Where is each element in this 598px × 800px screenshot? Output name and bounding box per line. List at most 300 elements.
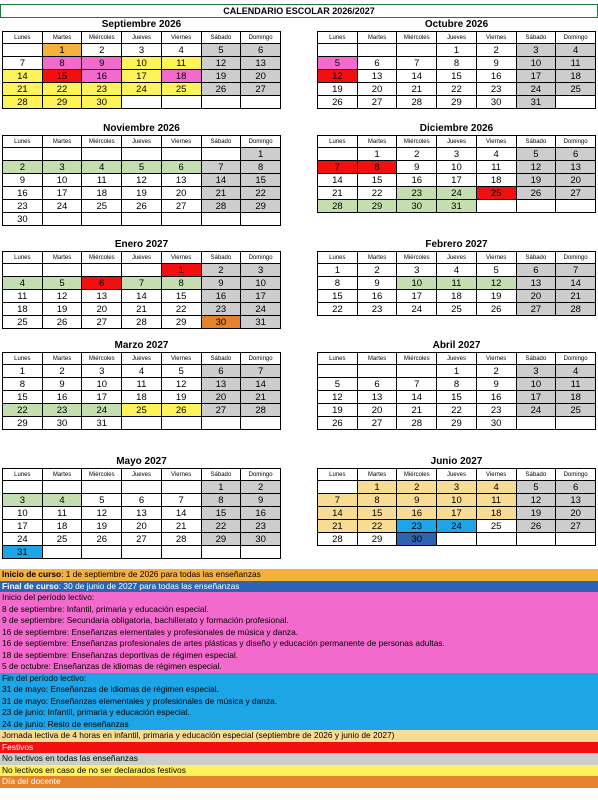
- day-cell: 14: [318, 174, 358, 187]
- week-row: [3, 365, 281, 378]
- day-cell: 9: [357, 277, 397, 290]
- weekday-header: Viernes: [476, 32, 516, 44]
- legend-row: [0, 684, 598, 696]
- day-cell: 17: [82, 391, 122, 404]
- legend-text: No lectivos en caso de no ser declarados festivos: [2, 764, 186, 775]
- day-cell: 19: [476, 290, 516, 303]
- empty-day-cell: [122, 148, 162, 161]
- day-cell: 16: [241, 507, 281, 520]
- day-cell: 14: [318, 507, 358, 520]
- day-cell: 10: [82, 378, 122, 391]
- day-cell: 13: [122, 507, 162, 520]
- day-cell: 27: [241, 83, 281, 96]
- weekday-header: Lunes: [318, 469, 358, 481]
- day-cell: 10: [241, 277, 281, 290]
- day-cell: 29: [201, 533, 241, 546]
- empty-day-cell: [201, 546, 241, 559]
- weekday-header: Viernes: [161, 469, 201, 481]
- day-cell: 18: [556, 70, 596, 83]
- day-cell: 28: [161, 533, 201, 546]
- day-cell: 8: [241, 161, 281, 174]
- day-cell: 10: [122, 57, 162, 70]
- day-cell: 25: [437, 303, 477, 316]
- day-cell: 18: [437, 290, 477, 303]
- empty-day-cell: [122, 264, 162, 277]
- day-cell: 1: [161, 264, 201, 277]
- day-cell: 26: [318, 96, 358, 109]
- empty-day-cell: [516, 200, 556, 213]
- empty-day-cell: [82, 148, 122, 161]
- day-cell: 1: [357, 481, 397, 494]
- day-cell: 23: [397, 520, 437, 533]
- weekday-header: Sábado: [516, 469, 556, 481]
- day-cell: 31: [516, 96, 556, 109]
- day-cell: 1: [437, 365, 477, 378]
- weekday-header: Viernes: [476, 353, 516, 365]
- day-cell: 15: [161, 290, 201, 303]
- day-cell: 28: [397, 96, 437, 109]
- month-name: Noviembre 2026: [103, 123, 180, 134]
- day-cell: 9: [476, 378, 516, 391]
- day-cell: 21: [318, 520, 358, 533]
- weekday-header: Domingo: [556, 32, 596, 44]
- week-row: [3, 264, 281, 277]
- week-row: [318, 303, 596, 316]
- day-cell: 6: [516, 264, 556, 277]
- weekday-header: Jueves: [122, 469, 162, 481]
- empty-day-cell: [241, 546, 281, 559]
- legend-row: [0, 581, 598, 593]
- weekday-header: Martes: [357, 136, 397, 148]
- day-cell: 4: [161, 44, 201, 57]
- day-cell: 14: [241, 378, 281, 391]
- legend-row: [0, 707, 598, 719]
- day-cell: 6: [82, 277, 122, 290]
- weekday-header: Martes: [42, 136, 82, 148]
- day-cell: 22: [357, 520, 397, 533]
- week-row: [3, 290, 281, 303]
- day-cell: 10: [437, 494, 477, 507]
- day-cell: 29: [161, 316, 201, 329]
- weekday-header: Martes: [42, 469, 82, 481]
- day-cell: 28: [556, 303, 596, 316]
- day-cell: 7: [3, 57, 43, 70]
- day-cell: 5: [82, 494, 122, 507]
- day-cell: 4: [42, 494, 82, 507]
- day-cell: 15: [42, 70, 82, 83]
- empty-day-cell: [42, 481, 82, 494]
- day-cell: 25: [556, 404, 596, 417]
- week-row: [3, 481, 281, 494]
- empty-day-cell: [201, 96, 241, 109]
- day-cell: 30: [476, 417, 516, 430]
- weekday-header-row: [3, 353, 281, 365]
- weekday-header: Jueves: [122, 136, 162, 148]
- day-cell: 3: [122, 44, 162, 57]
- empty-day-cell: [201, 417, 241, 430]
- weekday-header: Viernes: [476, 252, 516, 264]
- day-cell: 19: [42, 303, 82, 316]
- weekday-header: Domingo: [556, 252, 596, 264]
- day-cell: 8: [437, 378, 477, 391]
- week-row: [3, 303, 281, 316]
- day-cell: 19: [122, 187, 162, 200]
- empty-day-cell: [476, 533, 516, 546]
- day-cell: 22: [437, 404, 477, 417]
- weekday-header: Martes: [42, 252, 82, 264]
- legend-text: 5 de octubre: Enseñanzas de idiomas de régimen especial.: [2, 661, 222, 671]
- month-grid: [2, 468, 281, 559]
- day-cell: 20: [241, 70, 281, 83]
- legend-text: 9 de septiembre: Secundaria obligatoria, bachillerato y formación profesional.: [2, 615, 289, 625]
- legend-text: 16 de septiembre: Enseñanzas profesionales de artes plásticas y diseño y educación permanente de personas adultas.: [2, 638, 445, 648]
- weekday-header: Viernes: [161, 32, 201, 44]
- weekday-header: Lunes: [318, 353, 358, 365]
- weekday-header: Lunes: [318, 32, 358, 44]
- day-cell: 21: [397, 83, 437, 96]
- empty-day-cell: [516, 417, 556, 430]
- day-cell: 2: [476, 365, 516, 378]
- day-cell: 11: [476, 161, 516, 174]
- month-grid: [2, 251, 281, 329]
- weekday-header-row: [3, 252, 281, 264]
- weekday-header: Miércoles: [82, 136, 122, 148]
- day-cell: 6: [201, 365, 241, 378]
- week-row: [318, 391, 596, 404]
- day-cell: 15: [241, 174, 281, 187]
- day-cell: 31: [82, 417, 122, 430]
- day-cell: 7: [122, 277, 162, 290]
- day-cell: 8: [357, 161, 397, 174]
- day-cell: 29: [437, 417, 477, 430]
- day-cell: 17: [437, 174, 477, 187]
- day-cell: 2: [241, 481, 281, 494]
- day-cell: 23: [397, 187, 437, 200]
- weekday-header: Lunes: [3, 136, 43, 148]
- day-cell: 10: [437, 161, 477, 174]
- weekday-header: Sábado: [516, 353, 556, 365]
- weekday-header: Jueves: [437, 32, 477, 44]
- week-row: [3, 44, 281, 57]
- weekday-header: Martes: [357, 32, 397, 44]
- day-cell: 22: [161, 303, 201, 316]
- day-cell: 15: [3, 391, 43, 404]
- day-cell: 6: [161, 161, 201, 174]
- weekday-header: Lunes: [318, 136, 358, 148]
- empty-day-cell: [42, 213, 82, 226]
- week-row: [318, 187, 596, 200]
- legend-text: 8 de septiembre: Infantil, primaria y educación especial.: [2, 603, 209, 614]
- day-cell: 11: [82, 174, 122, 187]
- legend-row: [0, 627, 598, 639]
- empty-day-cell: [82, 213, 122, 226]
- day-cell: 2: [82, 44, 122, 57]
- day-cell: 9: [241, 494, 281, 507]
- day-cell: 20: [161, 187, 201, 200]
- day-cell: 28: [397, 417, 437, 430]
- month-name: Mayo 2027: [116, 456, 167, 467]
- empty-day-cell: [318, 148, 358, 161]
- day-cell: 23: [241, 520, 281, 533]
- weekday-header: Domingo: [556, 469, 596, 481]
- day-cell: 11: [161, 57, 201, 70]
- day-cell: 9: [201, 277, 241, 290]
- day-cell: 23: [3, 200, 43, 213]
- week-row: [3, 378, 281, 391]
- day-cell: 27: [357, 96, 397, 109]
- day-cell: 8: [3, 378, 43, 391]
- day-cell: 7: [318, 494, 358, 507]
- day-cell: 25: [161, 83, 201, 96]
- day-cell: 30: [476, 96, 516, 109]
- week-row: [3, 161, 281, 174]
- empty-day-cell: [516, 533, 556, 546]
- month-calendar-november: [2, 122, 281, 226]
- day-cell: 18: [42, 520, 82, 533]
- day-cell: 16: [357, 290, 397, 303]
- weekday-header: Jueves: [122, 252, 162, 264]
- weekday-header: Sábado: [201, 252, 241, 264]
- day-cell: 20: [122, 520, 162, 533]
- day-cell: 26: [42, 316, 82, 329]
- day-cell: 31: [437, 200, 477, 213]
- day-cell: 5: [161, 365, 201, 378]
- empty-day-cell: [318, 44, 358, 57]
- week-row: [3, 533, 281, 546]
- month-name: Diciembre 2026: [419, 123, 494, 134]
- legend-row: [0, 615, 598, 627]
- day-cell: 9: [3, 174, 43, 187]
- day-cell: 3: [516, 44, 556, 57]
- day-cell: 23: [476, 404, 516, 417]
- weekday-header: Martes: [42, 32, 82, 44]
- day-cell: 20: [201, 391, 241, 404]
- week-row: [3, 70, 281, 83]
- weekday-header: Jueves: [437, 469, 477, 481]
- day-cell: 5: [42, 277, 82, 290]
- week-row: [318, 365, 596, 378]
- legend-row: [0, 742, 598, 754]
- day-cell: 4: [556, 44, 596, 57]
- empty-day-cell: [42, 546, 82, 559]
- empty-day-cell: [476, 200, 516, 213]
- day-cell: 22: [3, 404, 43, 417]
- empty-day-cell: [42, 264, 82, 277]
- month-name: Septiembre 2026: [101, 19, 182, 30]
- week-row: [318, 290, 596, 303]
- weekday-header: Martes: [42, 353, 82, 365]
- day-cell: 26: [476, 303, 516, 316]
- day-cell: 11: [437, 277, 477, 290]
- day-cell: 4: [556, 365, 596, 378]
- day-cell: 26: [516, 520, 556, 533]
- empty-day-cell: [82, 546, 122, 559]
- empty-day-cell: [201, 213, 241, 226]
- weekday-header: Jueves: [122, 32, 162, 44]
- day-cell: 27: [556, 187, 596, 200]
- weekday-header: Miércoles: [397, 252, 437, 264]
- week-row: [318, 96, 596, 109]
- empty-day-cell: [42, 148, 82, 161]
- week-row: [3, 174, 281, 187]
- day-cell: 2: [357, 264, 397, 277]
- day-cell: 28: [318, 200, 358, 213]
- day-cell: 12: [201, 57, 241, 70]
- month-calendar-january: [2, 238, 281, 329]
- empty-day-cell: [241, 96, 281, 109]
- day-cell: 1: [241, 148, 281, 161]
- week-row: [318, 57, 596, 70]
- day-cell: 9: [82, 57, 122, 70]
- day-cell: 6: [357, 57, 397, 70]
- day-cell: 6: [556, 148, 596, 161]
- day-cell: 26: [161, 404, 201, 417]
- day-cell: 26: [516, 187, 556, 200]
- month-grid: [317, 31, 596, 109]
- month-grid: [317, 468, 596, 546]
- day-cell: 15: [357, 507, 397, 520]
- empty-day-cell: [556, 533, 596, 546]
- week-row: [3, 494, 281, 507]
- day-cell: 14: [161, 507, 201, 520]
- empty-day-cell: [437, 533, 477, 546]
- month-name: Febrero 2027: [425, 239, 488, 250]
- legend-label: Inicio de curso: [2, 569, 62, 579]
- empty-day-cell: [3, 481, 43, 494]
- weekday-header: Martes: [357, 469, 397, 481]
- month-grid: [2, 352, 281, 430]
- week-row: [318, 277, 596, 290]
- day-cell: 21: [397, 404, 437, 417]
- legend-row: [0, 719, 598, 731]
- day-cell: 13: [357, 391, 397, 404]
- day-cell: 13: [82, 290, 122, 303]
- weekday-header-row: [3, 136, 281, 148]
- day-cell: 3: [437, 481, 477, 494]
- day-cell: 25: [42, 533, 82, 546]
- day-cell: 14: [397, 391, 437, 404]
- empty-day-cell: [161, 148, 201, 161]
- legend-text: Día del docente: [2, 776, 61, 786]
- day-cell: 22: [241, 187, 281, 200]
- day-cell: 5: [318, 378, 358, 391]
- day-cell: 20: [516, 290, 556, 303]
- weekday-header: Lunes: [3, 353, 43, 365]
- day-cell: 28: [3, 96, 43, 109]
- day-cell: 12: [42, 290, 82, 303]
- day-cell: 19: [516, 174, 556, 187]
- day-cell: 9: [397, 161, 437, 174]
- week-row: [318, 533, 596, 546]
- day-cell: 27: [556, 520, 596, 533]
- month-calendar-june: [317, 455, 596, 546]
- empty-day-cell: [161, 213, 201, 226]
- weekday-header: Domingo: [241, 252, 281, 264]
- day-cell: 3: [516, 365, 556, 378]
- empty-day-cell: [161, 96, 201, 109]
- day-cell: 19: [201, 70, 241, 83]
- month-grid: [317, 135, 596, 213]
- week-row: [3, 404, 281, 417]
- day-cell: 27: [161, 200, 201, 213]
- day-cell: 1: [201, 481, 241, 494]
- day-cell: 22: [437, 83, 477, 96]
- legend-row: [0, 604, 598, 616]
- day-cell: 9: [42, 378, 82, 391]
- day-cell: 17: [397, 290, 437, 303]
- week-row: [3, 507, 281, 520]
- empty-day-cell: [201, 148, 241, 161]
- day-cell: 5: [201, 44, 241, 57]
- day-cell: 11: [42, 507, 82, 520]
- weekday-header: Miércoles: [397, 353, 437, 365]
- day-cell: 13: [357, 70, 397, 83]
- day-cell: 3: [437, 148, 477, 161]
- calendar-title: CALENDARIO ESCOLAR 2026/2027: [0, 4, 598, 18]
- day-cell: 20: [82, 303, 122, 316]
- day-cell: 6: [241, 44, 281, 57]
- day-cell: 1: [437, 44, 477, 57]
- month-calendar-march: [2, 339, 281, 430]
- day-cell: 30: [201, 316, 241, 329]
- week-row: [318, 264, 596, 277]
- month-calendar-may: [2, 455, 281, 559]
- day-cell: 1: [3, 365, 43, 378]
- day-cell: 10: [3, 507, 43, 520]
- weekday-header: Domingo: [241, 32, 281, 44]
- day-cell: 17: [241, 290, 281, 303]
- empty-day-cell: [122, 481, 162, 494]
- week-row: [318, 494, 596, 507]
- empty-day-cell: [397, 365, 437, 378]
- day-cell: 11: [556, 378, 596, 391]
- day-cell: 25: [476, 187, 516, 200]
- day-cell: 3: [82, 365, 122, 378]
- day-cell: 21: [201, 187, 241, 200]
- month-grid: [2, 31, 281, 109]
- legend-row: [0, 661, 598, 673]
- legend-text: Inicio del período lectivo:: [2, 592, 95, 602]
- day-cell: 30: [397, 533, 437, 546]
- day-cell: 24: [82, 404, 122, 417]
- day-cell: 10: [397, 277, 437, 290]
- day-cell: 27: [122, 533, 162, 546]
- week-row: [318, 83, 596, 96]
- empty-day-cell: [318, 481, 358, 494]
- day-cell: 1: [318, 264, 358, 277]
- legend-text: 23 de junio: Infantil, primaria y educación especial.: [2, 707, 190, 717]
- day-cell: 18: [82, 187, 122, 200]
- legend-text: : 1 de septiembre de 2026 para todas las enseñanzas: [61, 569, 261, 579]
- weekday-header: Domingo: [241, 136, 281, 148]
- weekday-header: Sábado: [201, 353, 241, 365]
- day-cell: 24: [241, 303, 281, 316]
- day-cell: 16: [476, 70, 516, 83]
- day-cell: 11: [3, 290, 43, 303]
- day-cell: 24: [516, 83, 556, 96]
- month-name: Junio 2027: [430, 456, 483, 467]
- day-cell: 27: [357, 417, 397, 430]
- week-row: [3, 83, 281, 96]
- weekday-header-row: [3, 32, 281, 44]
- month-calendar-september: [2, 18, 281, 109]
- day-cell: 8: [161, 277, 201, 290]
- day-cell: 16: [476, 391, 516, 404]
- week-row: [3, 316, 281, 329]
- weekday-header: Lunes: [318, 252, 358, 264]
- day-cell: 8: [437, 57, 477, 70]
- day-cell: 24: [516, 404, 556, 417]
